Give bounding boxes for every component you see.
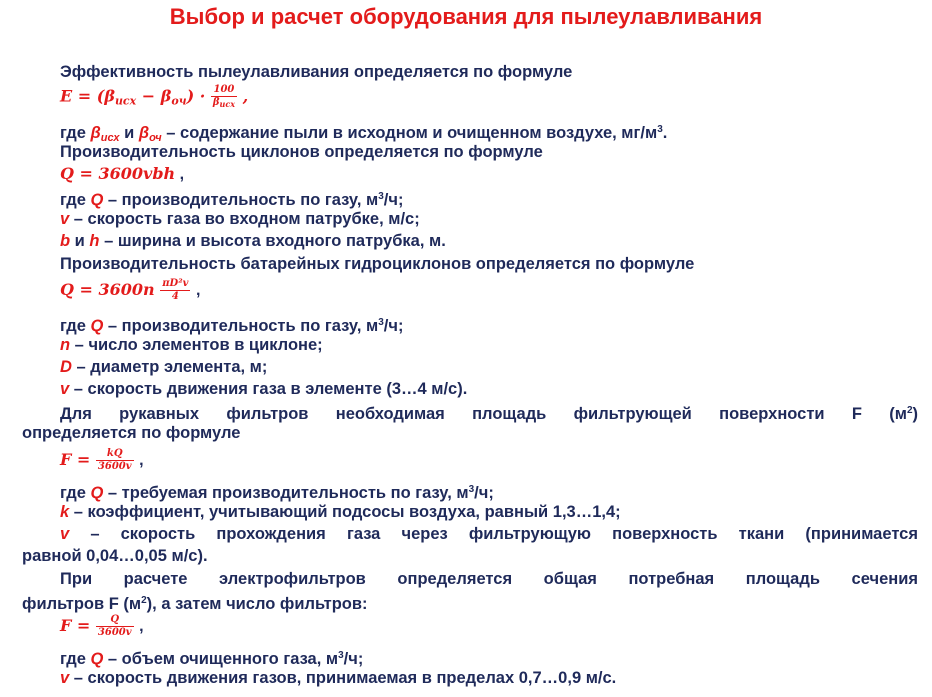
s5-intro1-text: При расчете электрофильтров определяется общая потребная площадь сечения [60, 570, 918, 588]
s3-l3-var: D [60, 358, 72, 376]
s4-l1-text: – требуемая производительность по газу, м [103, 484, 469, 502]
s3-l2-text: – число элементов в циклоне; [70, 336, 323, 354]
s5-fraction [96, 614, 134, 639]
s1-and: и [119, 124, 139, 142]
page-title: Выбор и расчет оборудования для пылеулавливания [169, 4, 763, 29]
s5-formula-comma: , [139, 618, 144, 635]
s3-fraction [160, 278, 190, 303]
s1-formula-mid: − β [136, 86, 172, 106]
s3-line2 [0, 334, 932, 356]
s5-l2-text: – скорость движения газов, принимаемая в пределах 0,7…0,9 м/с. [69, 669, 617, 687]
s4-l2-text: – коэффициент, учитывающий подсосы воздуха, равный 1,3…1,4; [69, 503, 621, 521]
s2-formula-comma: , [175, 166, 185, 183]
s5-intro2-text: фильтров F (м [22, 595, 142, 613]
s3-l4-text: – скорость движения газа в элементе (3…4 м/с). [69, 380, 468, 398]
s1-dot: . [662, 124, 668, 142]
s1-formula-sub1: исх [114, 94, 137, 108]
s5-intro1 [22, 568, 918, 590]
s3-line3 [0, 356, 932, 378]
s5-formula-text: F = [60, 616, 91, 635]
s5-l2-var: v [60, 669, 70, 687]
s1-formula [60, 84, 248, 110]
s4-l3-var: v [60, 525, 70, 543]
s5-l1-pre: где [60, 650, 91, 668]
s2-l1-end: /ч; [383, 191, 404, 209]
s4-formula-comma: , [139, 452, 144, 469]
s3-l1-end: /ч; [383, 317, 404, 335]
s4-l3-text: – скорость прохождения газа через фильтрующую поверхность ткани (принимается [69, 525, 918, 543]
s2-l1-sup: 3 [378, 191, 384, 202]
s5-l1-text: – объем очищенного газа, м [103, 650, 339, 668]
s3-line4 [0, 378, 932, 400]
s2-l2-text: – скорость газа во входном патрубке, м/с; [69, 210, 420, 228]
s3-frac-den: 4 [160, 290, 190, 303]
s1-desc: – содержание пыли в исходном и очищенном воздухе, мг/м [161, 124, 658, 142]
s3-l3-text: – диаметр элемента, м; [71, 358, 268, 376]
s5-formula [60, 614, 144, 639]
s1-frac-den [211, 96, 237, 110]
s1-beta1: β [90, 124, 101, 142]
s1-beta2: β [138, 124, 150, 142]
s2-l3-var2: h [89, 232, 100, 250]
s3-l1-pre: где [60, 317, 91, 335]
s4-l1-var: Q [90, 484, 104, 502]
s5-intro2-end: ), а затем число фильтров: [146, 595, 368, 613]
s3-intro: Производительность батарейных гидроциклонов определяется по формуле [60, 255, 695, 273]
s5-frac-num: Q [110, 614, 120, 625]
s1-formula-close: ) · [186, 86, 206, 106]
s1-formula-main: E = (β [60, 86, 115, 106]
s4-line3 [22, 523, 918, 545]
s4-l1-pre: где [60, 484, 91, 502]
s4-frac-num: kQ [106, 448, 123, 459]
s4-l1-end: /ч; [474, 484, 494, 502]
s2-l1-pre: где [60, 191, 91, 209]
s5-intro2 [22, 590, 932, 615]
s2-l2-var: v [60, 210, 70, 228]
s4-intro1-end: ) [912, 405, 918, 423]
s1-formula-end: , [242, 86, 249, 106]
s5-intro2-sup: 2 [141, 595, 147, 606]
s3-l1-sup: 3 [378, 317, 384, 328]
s2-l1-var: Q [90, 191, 104, 209]
s1-frac-den-sub: исх [219, 99, 235, 109]
s4-intro1-sup: 2 [906, 405, 913, 416]
s4-intro1-text: Для рукавных фильтров необходимая площадь фильтрующей поверхности F (м [60, 405, 907, 423]
s3-formula-text: Q = 3600n [60, 280, 155, 299]
s3-l1-var: Q [90, 317, 104, 335]
s4-formula [60, 448, 144, 473]
s2-intro: Производительность циклонов определяется по формуле [60, 143, 543, 161]
s4-formula-text: F = [60, 450, 91, 469]
s4-l2-var: k [60, 503, 70, 521]
s5-frac-den: 3600v [97, 627, 132, 638]
s2-line3 [0, 230, 932, 252]
s2-l1-text: – производительность по газу, м [103, 191, 379, 209]
s3-l2-var: n [60, 336, 71, 354]
s4-fraction [96, 448, 134, 473]
s1-where-text: где [60, 124, 91, 142]
s2-l3-var1: b [60, 232, 71, 250]
s2-formula [60, 164, 184, 184]
s4-frac-den: 3600v [97, 461, 132, 472]
s1-beta1-sub: исх [100, 132, 120, 144]
s2-formula-text: Q = 3600vbh [60, 164, 176, 183]
s3-l1-text: – производительность по газу, м [103, 317, 379, 335]
s3-frac-num: πD²v [162, 278, 189, 289]
s2-l3-text: – ширина и высота входного патрубка, м. [99, 232, 446, 250]
s3-formula [60, 278, 200, 303]
s1-sup: 3 [657, 124, 663, 135]
s4-intro2: определяется по формуле [22, 424, 241, 442]
s1-frac-num: 100 [213, 84, 235, 95]
s4-line3-cont: равной 0,04…0,05 м/с). [22, 547, 208, 565]
s1-formula-sub2: оч [171, 94, 187, 108]
s3-l4-var: v [60, 380, 70, 398]
s5-l1-sup: 3 [338, 650, 344, 661]
s1-fraction [211, 84, 237, 110]
s5-l1-end: /ч; [343, 650, 364, 668]
s2-line2 [0, 208, 932, 230]
s5-l1-var: Q [90, 650, 104, 668]
s4-line2 [0, 501, 932, 523]
s1-beta2-sub: оч [149, 132, 162, 144]
s5-line2 [0, 667, 932, 689]
s2-l3-and: и [70, 232, 90, 250]
s1-intro: Эффективность пылеулавливания определяется по формуле [60, 63, 573, 81]
s3-formula-comma: , [196, 282, 201, 299]
s1-frac-den-beta: β [212, 97, 220, 108]
s4-l1-sup: 3 [468, 484, 475, 495]
